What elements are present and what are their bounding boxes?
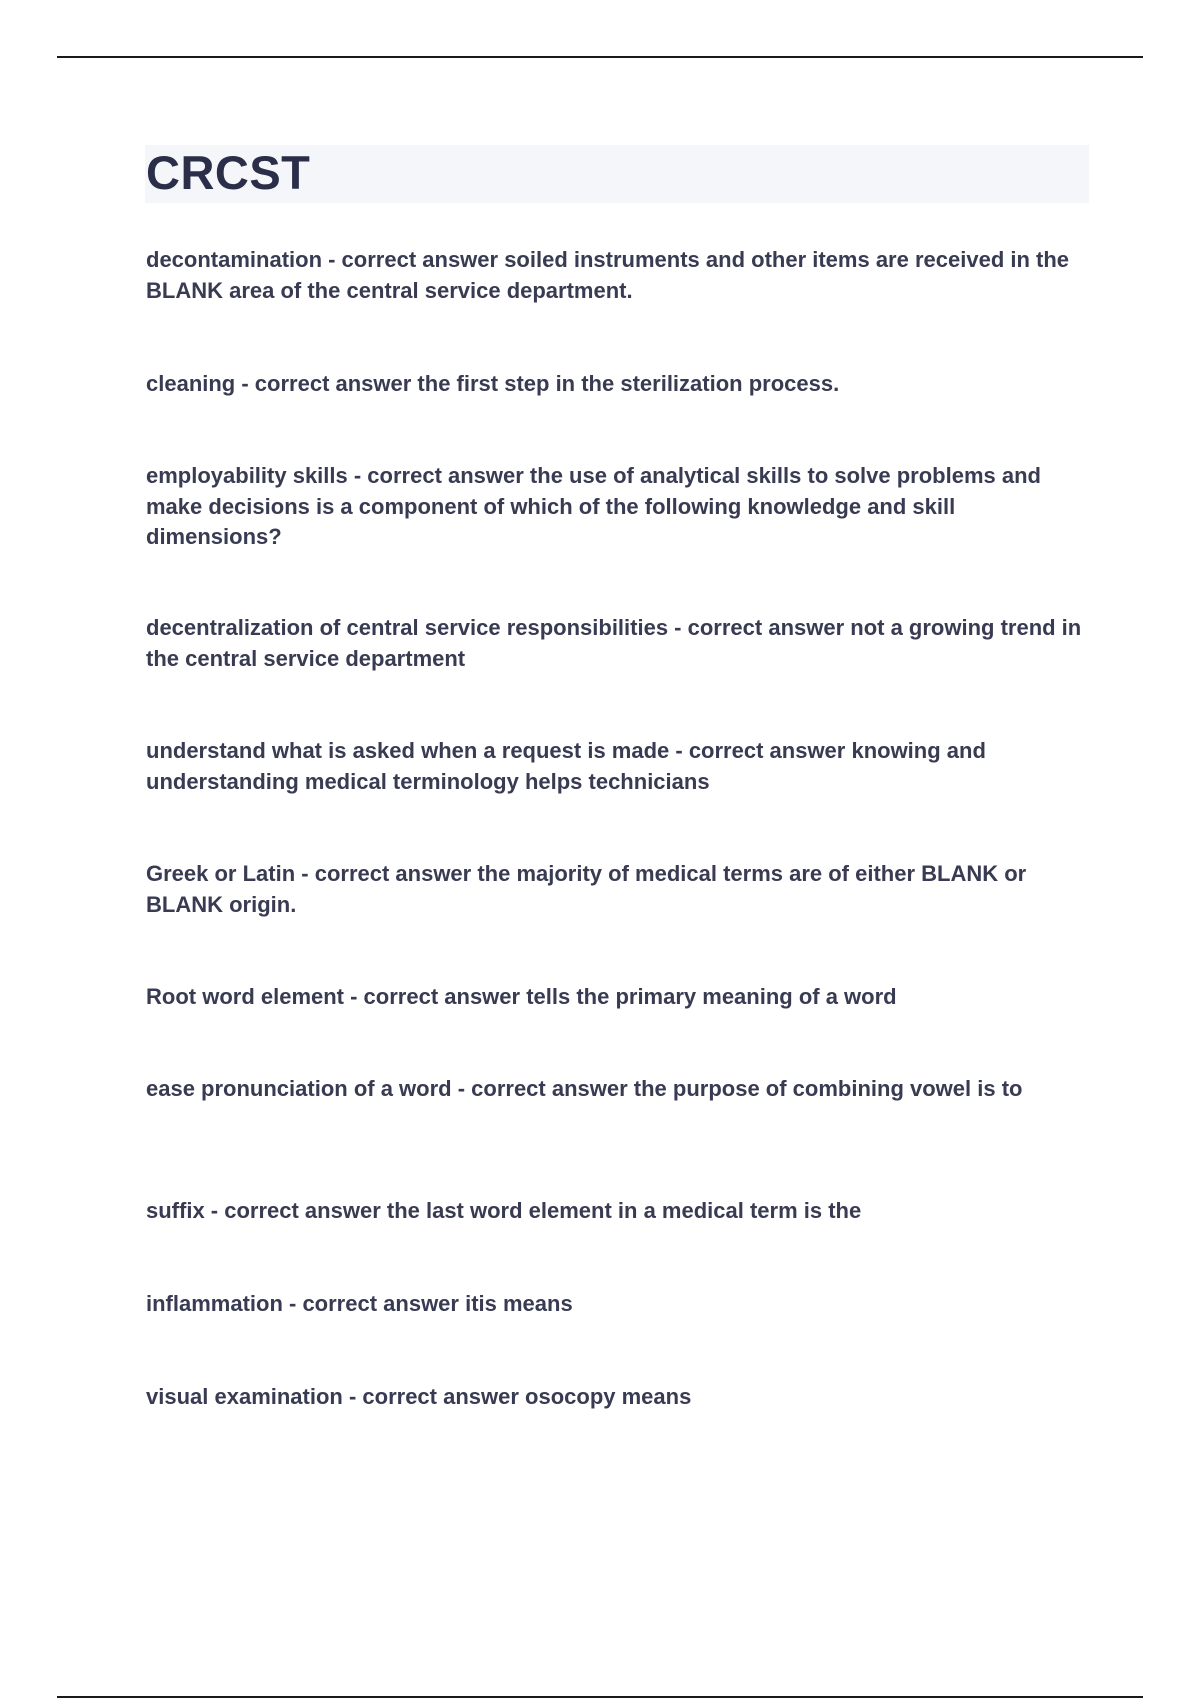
qa-item-greek-or-latin: Greek or Latin - correct answer the majority of medical terms are of either BLANK or BLANK origin. bbox=[146, 861, 1027, 917]
qa-item-cleaning: cleaning - correct answer the first step in the sterilization process. bbox=[146, 371, 840, 396]
qa-item-employability-skills: employability skills - correct answer the use of analytical skills to solve problems and make decisions is a component of which of the following knowledge and skill dimensions? bbox=[146, 463, 1041, 549]
qa-item-combining-vowel: ease pronunciation of a word - correct answer the purpose of combining vowel is to bbox=[146, 1076, 1023, 1101]
qa-item-suffix: suffix - correct answer the last word element in a medical term is the bbox=[146, 1198, 862, 1223]
header-rule bbox=[57, 56, 1143, 58]
qa-item-root-word: Root word element - correct answer tells the primary meaning of a word bbox=[146, 984, 897, 1009]
qa-item-understand-request: understand what is asked when a request is made - correct answer knowing and understanding medical terminology helps technicians bbox=[146, 738, 986, 794]
qa-item-visual-examination: visual examination - correct answer osocopy means bbox=[146, 1384, 692, 1409]
footer-rule bbox=[57, 1696, 1143, 1698]
qa-item-decentralization: decentralization of central service responsibilities - correct answer not a growing trend in the central service department bbox=[146, 615, 1082, 671]
page-title: CRCST bbox=[146, 146, 311, 199]
qa-item-decontamination: decontamination - correct answer soiled instruments and other items are received in the BLANK area of the central service department. bbox=[146, 247, 1070, 303]
qa-item-inflammation: inflammation - correct answer itis means bbox=[146, 1291, 573, 1316]
